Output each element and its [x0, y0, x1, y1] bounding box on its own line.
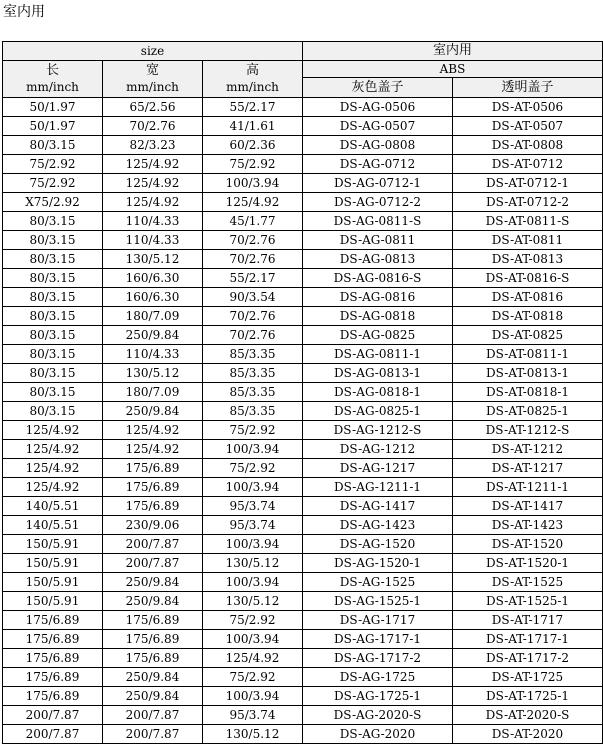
table-row	[3, 516, 603, 535]
table-row	[3, 383, 603, 402]
clear-lid-model-cell: DS-AT-0813-1	[453, 364, 603, 383]
height-cell: 95/3.74	[203, 706, 303, 725]
clear-lid-model-cell: DS-AT-0712-1	[453, 174, 603, 193]
length-label: 长	[45, 63, 59, 78]
table-row	[3, 117, 603, 136]
width-cell: 230/9.06	[103, 516, 203, 535]
table-row	[3, 630, 603, 649]
spec-table	[2, 41, 603, 744]
clear-lid-model-cell: DS-AT-1717	[453, 611, 603, 630]
clear-lid-model-cell: DS-AT-0712-2	[453, 193, 603, 212]
width-header	[103, 61, 203, 98]
height-cell: 75/2.92	[203, 421, 303, 440]
length-cell: 80/3.15	[3, 402, 103, 421]
length-cell: 175/6.89	[3, 611, 103, 630]
grey-lid-model-cell: DS-AG-0712-2	[303, 193, 453, 212]
grey-lid-model-cell: DS-AG-0825	[303, 326, 453, 345]
grey-lid-model-cell: DS-AG-2020-S	[303, 706, 453, 725]
clear-lid-model-cell: DS-AT-0825	[453, 326, 603, 345]
height-cell: 85/3.35	[203, 383, 303, 402]
length-cell: 125/4.92	[3, 478, 103, 497]
clear-lid-model-cell: DS-AT-0816	[453, 288, 603, 307]
grey-lid-model-cell: DS-AG-0818-1	[303, 383, 453, 402]
clear-lid-model-cell: DS-AT-1725-1	[453, 687, 603, 706]
table-row	[3, 231, 603, 250]
grey-lid-model-cell: DS-AG-0813	[303, 250, 453, 269]
table-row	[3, 421, 603, 440]
height-unit: mm/inch	[226, 80, 279, 94]
width-cell: 175/6.89	[103, 478, 203, 497]
length-cell: 150/5.91	[3, 554, 103, 573]
height-cell: 125/4.92	[203, 193, 303, 212]
length-cell: 80/3.15	[3, 345, 103, 364]
grey-lid-model-cell: DS-AG-1717-2	[303, 649, 453, 668]
width-cell: 125/4.92	[103, 440, 203, 459]
length-cell: 140/5.51	[3, 516, 103, 535]
width-cell: 200/7.87	[103, 706, 203, 725]
clear-lid-model-cell: DS-AT-0816-S	[453, 269, 603, 288]
grey-lid-model-cell: DS-AG-0816-S	[303, 269, 453, 288]
length-header	[3, 61, 103, 98]
height-cell: 70/2.76	[203, 231, 303, 250]
height-cell: 130/5.12	[203, 592, 303, 611]
length-cell: 140/5.51	[3, 497, 103, 516]
table-row	[3, 459, 603, 478]
width-cell: 250/9.84	[103, 668, 203, 687]
grey-lid-model-cell: DS-AG-0808	[303, 136, 453, 155]
clear-lid-model-cell: DS-AT-0825-1	[453, 402, 603, 421]
header-row-top	[3, 42, 603, 61]
length-cell: 200/7.87	[3, 725, 103, 744]
length-cell: 80/3.15	[3, 269, 103, 288]
clear-lid-model-cell: DS-AT-1717-1	[453, 630, 603, 649]
grey-lid-model-cell: DS-AG-0506	[303, 98, 453, 117]
table-row	[3, 155, 603, 174]
table-row	[3, 345, 603, 364]
clear-lid-model-cell: DS-AT-0811	[453, 231, 603, 250]
width-cell: 180/7.09	[103, 307, 203, 326]
width-cell: 65/2.56	[103, 98, 203, 117]
width-cell: 175/6.89	[103, 611, 203, 630]
height-header	[203, 61, 303, 98]
clear-lid-model-cell: DS-AT-1725	[453, 668, 603, 687]
length-cell: 80/3.15	[3, 326, 103, 345]
length-cell: 125/4.92	[3, 440, 103, 459]
width-cell: 175/6.89	[103, 459, 203, 478]
header-row-dims	[3, 61, 603, 78]
clear-lid-model-cell: DS-AT-0811-1	[453, 345, 603, 364]
clear-lid-model-cell: DS-AT-0507	[453, 117, 603, 136]
page-title: 室内用	[3, 4, 45, 20]
table-row	[3, 212, 603, 231]
length-cell: 80/3.15	[3, 288, 103, 307]
width-cell: 130/5.12	[103, 364, 203, 383]
length-cell: 75/2.92	[3, 155, 103, 174]
width-cell: 250/9.84	[103, 592, 203, 611]
width-cell: 130/5.12	[103, 250, 203, 269]
length-cell: 75/2.92	[3, 174, 103, 193]
height-cell: 100/3.94	[203, 687, 303, 706]
width-cell: 110/4.33	[103, 345, 203, 364]
grey-lid-model-cell: DS-AG-0507	[303, 117, 453, 136]
table-row	[3, 136, 603, 155]
width-cell: 125/4.92	[103, 174, 203, 193]
height-cell: 85/3.35	[203, 364, 303, 383]
length-cell: 80/3.15	[3, 250, 103, 269]
width-cell: 250/9.84	[103, 326, 203, 345]
width-cell: 70/2.76	[103, 117, 203, 136]
table-row	[3, 497, 603, 516]
height-cell: 75/2.92	[203, 459, 303, 478]
width-cell: 200/7.87	[103, 554, 203, 573]
height-cell: 100/3.94	[203, 573, 303, 592]
width-cell: 125/4.92	[103, 193, 203, 212]
grey-lid-model-cell: DS-AG-2020	[303, 725, 453, 744]
width-cell: 160/6.30	[103, 269, 203, 288]
width-cell: 200/7.87	[103, 725, 203, 744]
length-cell: 125/4.92	[3, 459, 103, 478]
grey-lid-model-cell: DS-AG-1217	[303, 459, 453, 478]
length-cell: 80/3.15	[3, 383, 103, 402]
height-cell: 100/3.94	[203, 630, 303, 649]
clear-lid-model-cell: DS-AT-2020-S	[453, 706, 603, 725]
table-row	[3, 649, 603, 668]
length-cell: 175/6.89	[3, 668, 103, 687]
clear-lid-model-cell: DS-AT-0506	[453, 98, 603, 117]
width-cell: 160/6.30	[103, 288, 203, 307]
table-row	[3, 269, 603, 288]
table-row	[3, 288, 603, 307]
clear-lid-model-cell: DS-AT-0712	[453, 155, 603, 174]
length-cell: 175/6.89	[3, 630, 103, 649]
table-row	[3, 535, 603, 554]
length-cell: 80/3.15	[3, 307, 103, 326]
height-cell: 100/3.94	[203, 478, 303, 497]
width-cell: 175/6.89	[103, 649, 203, 668]
height-label: 高	[245, 63, 259, 78]
clear-lid-model-cell: DS-AT-1212-S	[453, 421, 603, 440]
length-cell: 80/3.15	[3, 136, 103, 155]
group-header: 室内用	[303, 42, 603, 61]
table-row	[3, 440, 603, 459]
width-cell: 180/7.09	[103, 383, 203, 402]
height-cell: 55/2.17	[203, 269, 303, 288]
width-cell: 125/4.92	[103, 155, 203, 174]
clear-lid-model-cell: DS-AT-0808	[453, 136, 603, 155]
clear-lid-model-cell: DS-AT-1212	[453, 440, 603, 459]
size-header: size	[3, 42, 303, 61]
grey-lid-model-cell: DS-AG-1725-1	[303, 687, 453, 706]
length-cell: 175/6.89	[3, 687, 103, 706]
width-cell: 250/9.84	[103, 687, 203, 706]
length-cell: 50/1.97	[3, 98, 103, 117]
grey-lid-model-cell: DS-AG-0712	[303, 155, 453, 174]
grey-lid-model-cell: DS-AG-1212	[303, 440, 453, 459]
clear-lid-model-cell: DS-AT-0813	[453, 250, 603, 269]
clear-lid-model-cell: DS-AT-1423	[453, 516, 603, 535]
table-row	[3, 174, 603, 193]
grey-lid-model-cell: DS-AG-1525	[303, 573, 453, 592]
height-cell: 55/2.17	[203, 98, 303, 117]
height-cell: 60/2.36	[203, 136, 303, 155]
length-cell: X75/2.92	[3, 193, 103, 212]
length-cell: 80/3.15	[3, 364, 103, 383]
grey-lid-model-cell: DS-AG-1717	[303, 611, 453, 630]
table-row	[3, 611, 603, 630]
length-unit: mm/inch	[26, 80, 79, 94]
table-row	[3, 592, 603, 611]
width-cell: 175/6.89	[103, 630, 203, 649]
table-row	[3, 326, 603, 345]
grey-lid-model-cell: DS-AG-0811	[303, 231, 453, 250]
height-cell: 75/2.92	[203, 668, 303, 687]
clear-lid-model-cell: DS-AT-1520-1	[453, 554, 603, 573]
grey-lid-model-cell: DS-AG-1211-1	[303, 478, 453, 497]
table-row	[3, 687, 603, 706]
clear-lid-model-cell: DS-AT-2020	[453, 725, 603, 744]
table-row	[3, 193, 603, 212]
grey-lid-model-cell: DS-AG-1725	[303, 668, 453, 687]
width-cell: 200/7.87	[103, 535, 203, 554]
height-cell: 130/5.12	[203, 725, 303, 744]
grey-lid-model-cell: DS-AG-0712-1	[303, 174, 453, 193]
width-cell: 82/3.23	[103, 136, 203, 155]
height-cell: 100/3.94	[203, 535, 303, 554]
height-cell: 100/3.94	[203, 440, 303, 459]
height-cell: 125/4.92	[203, 649, 303, 668]
length-cell: 80/3.15	[3, 212, 103, 231]
grey-lid-model-cell: DS-AG-1423	[303, 516, 453, 535]
width-cell: 110/4.33	[103, 212, 203, 231]
width-cell: 110/4.33	[103, 231, 203, 250]
height-cell: 75/2.92	[203, 155, 303, 174]
height-cell: 90/3.54	[203, 288, 303, 307]
clear-lid-model-cell: DS-AT-0818-1	[453, 383, 603, 402]
grey-lid-model-cell: DS-AG-0816	[303, 288, 453, 307]
grey-lid-model-cell: DS-AG-1525-1	[303, 592, 453, 611]
clear-lid-model-cell: DS-AT-1525-1	[453, 592, 603, 611]
table-row	[3, 250, 603, 269]
height-cell: 70/2.76	[203, 250, 303, 269]
width-cell: 175/6.89	[103, 497, 203, 516]
clear-lid-header: 透明盖子	[453, 78, 603, 98]
height-cell: 130/5.12	[203, 554, 303, 573]
clear-lid-model-cell: DS-AT-1217	[453, 459, 603, 478]
grey-lid-model-cell: DS-AG-0825-1	[303, 402, 453, 421]
height-cell: 75/2.92	[203, 611, 303, 630]
table-row	[3, 725, 603, 744]
clear-lid-model-cell: DS-AT-1717-2	[453, 649, 603, 668]
grey-lid-header: 灰色盖子	[303, 78, 453, 98]
clear-lid-model-cell: DS-AT-1417	[453, 497, 603, 516]
height-cell: 70/2.76	[203, 307, 303, 326]
table-row	[3, 307, 603, 326]
grey-lid-model-cell: DS-AG-0813-1	[303, 364, 453, 383]
length-cell: 50/1.97	[3, 117, 103, 136]
height-cell: 85/3.35	[203, 345, 303, 364]
table-row	[3, 706, 603, 725]
table-row	[3, 98, 603, 117]
grey-lid-model-cell: DS-AG-1520	[303, 535, 453, 554]
table-row	[3, 573, 603, 592]
grey-lid-model-cell: DS-AG-0818	[303, 307, 453, 326]
clear-lid-model-cell: DS-AT-0811-S	[453, 212, 603, 231]
height-cell: 85/3.35	[203, 402, 303, 421]
width-unit: mm/inch	[126, 80, 179, 94]
length-cell: 175/6.89	[3, 649, 103, 668]
table-row	[3, 402, 603, 421]
grey-lid-model-cell: DS-AG-1717-1	[303, 630, 453, 649]
height-cell: 45/1.77	[203, 212, 303, 231]
height-cell: 70/2.76	[203, 326, 303, 345]
width-cell: 250/9.84	[103, 573, 203, 592]
grey-lid-model-cell: DS-AG-0811-1	[303, 345, 453, 364]
length-cell: 150/5.91	[3, 592, 103, 611]
width-cell: 250/9.84	[103, 402, 203, 421]
grey-lid-model-cell: DS-AG-0811-S	[303, 212, 453, 231]
table-row	[3, 554, 603, 573]
table-row	[3, 668, 603, 687]
length-cell: 200/7.87	[3, 706, 103, 725]
length-cell: 80/3.15	[3, 231, 103, 250]
table-row	[3, 478, 603, 497]
material-header: ABS	[303, 61, 603, 78]
grey-lid-model-cell: DS-AG-1212-S	[303, 421, 453, 440]
width-label: 宽	[145, 63, 159, 78]
height-cell: 95/3.74	[203, 497, 303, 516]
height-cell: 100/3.94	[203, 174, 303, 193]
width-cell: 125/4.92	[103, 421, 203, 440]
length-cell: 150/5.91	[3, 573, 103, 592]
table-row	[3, 364, 603, 383]
grey-lid-model-cell: DS-AG-1520-1	[303, 554, 453, 573]
clear-lid-model-cell: DS-AT-1211-1	[453, 478, 603, 497]
clear-lid-model-cell: DS-AT-1520	[453, 535, 603, 554]
height-cell: 41/1.61	[203, 117, 303, 136]
height-cell: 95/3.74	[203, 516, 303, 535]
length-cell: 150/5.91	[3, 535, 103, 554]
length-cell: 125/4.92	[3, 421, 103, 440]
clear-lid-model-cell: DS-AT-0818	[453, 307, 603, 326]
grey-lid-model-cell: DS-AG-1417	[303, 497, 453, 516]
clear-lid-model-cell: DS-AT-1525	[453, 573, 603, 592]
